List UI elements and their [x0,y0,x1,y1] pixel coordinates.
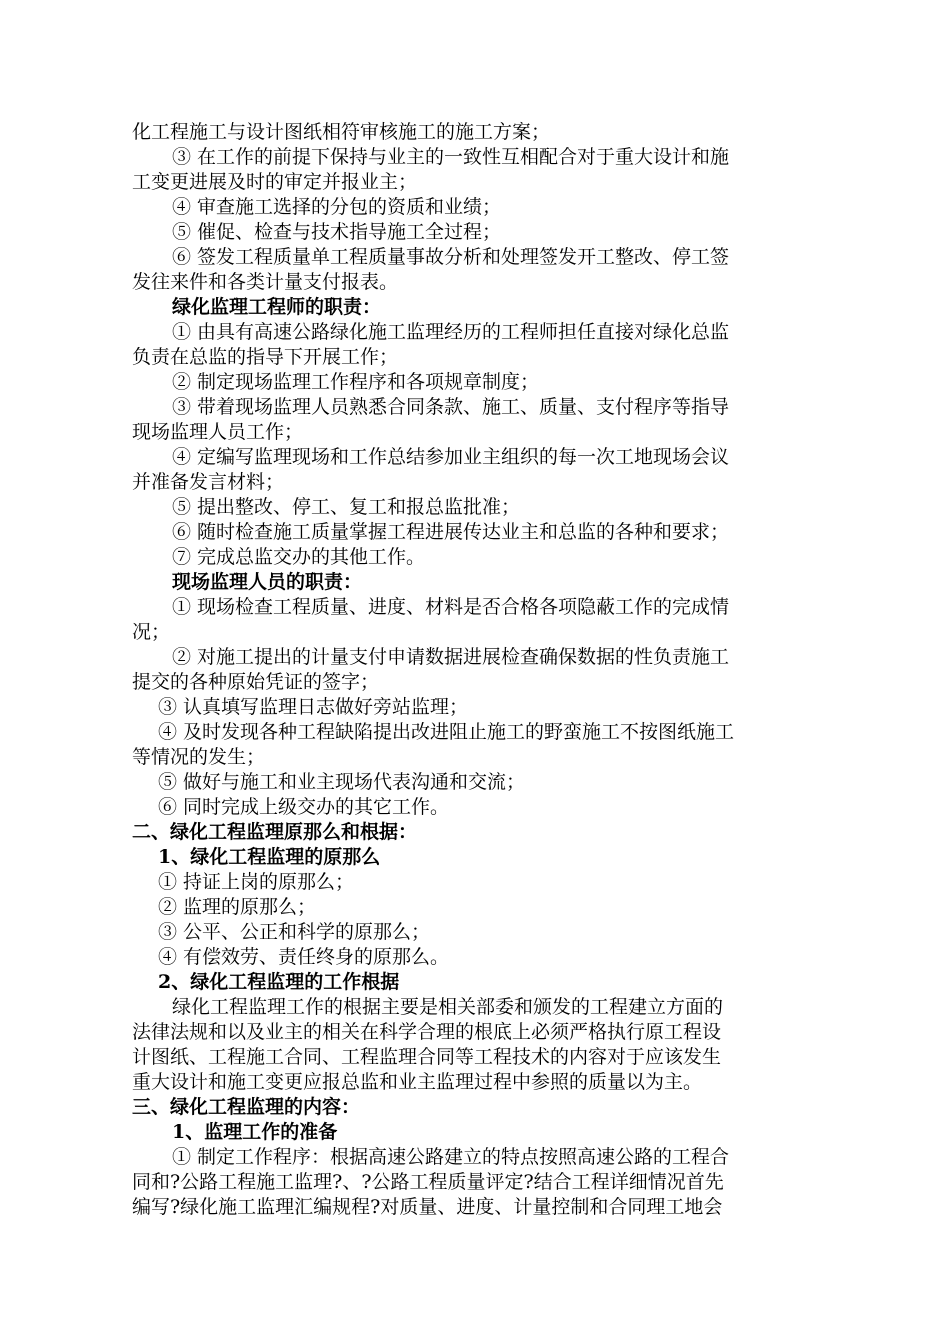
text-line: 负责在总监的指导下开展工作； [132,346,399,368]
text-line: ⑦ 完成总监交办的其他工作。 [172,546,426,568]
text-line: ④ 及时发现各种工程缺陷提出改进阻止施工的野蛮施工不按图纸施工 [158,721,735,743]
text-line: ② 对施工提出的计量支付申请数据进展检查确保数据的性负责施工 [172,646,730,668]
text-line: ① 制定工作程序：根据高速公路建立的特点按照高速公路的工程合 [172,1146,730,1168]
section-heading: 现场监理人员的职责： [172,571,363,593]
text-line: ⑥ 随时检查施工质量掌握工程进展传达业主和总监的各种和要求； [172,521,730,543]
section-heading: 三、绿化工程监理的内容： [132,1096,361,1118]
text-line: ② 制定现场监理工作程序和各项规章制度； [172,371,540,393]
text-line: 提交的各种原始凭证的签字； [132,671,380,693]
section-heading: 二、绿化工程监理原那么和根据： [132,821,418,843]
text-line: ④ 有偿效劳、责任终身的原那么。 [158,946,450,968]
text-line: ③ 认真填写监理日志做好旁站监理； [158,696,469,718]
text-line: ① 现场检查工程质量、进度、材料是否合格各项隐蔽工作的完成情 [172,596,730,618]
text-line: 重大设计和施工变更应报总监和业主监理过程中参照的质量以为主。 [132,1071,703,1093]
section-heading: 绿化监理工程师的职责： [172,296,382,318]
text-line: ③ 公平、公正和科学的原那么； [158,921,431,943]
text-line: 现场监理人员工作； [132,421,304,443]
text-line: 同和?公路工程施工监理?、?公路工程质量评定?结合工程详细情况首先 [132,1171,724,1193]
text-line: ⑤ 提出整改、停工、复工和报总监批准； [172,496,521,518]
document-page [132,120,832,1220]
text-line: 发往来件和各类计量支付报表。 [132,271,399,293]
text-line: 工变更进展及时的审定并报业主； [132,171,418,193]
text-line: ③ 在工作的前提下保持与业主的一致性互相配合对于重大设计和施 [172,146,730,168]
text-line: ⑤ 做好与施工和业主现场代表沟通和交流； [158,771,526,793]
text-line: 编写?绿化施工监理汇编规程?对质量、进度、计量控制和合同理工地会 [132,1196,723,1218]
text-line: 并准备发言材料； [132,471,285,493]
text-line: ③ 带着现场监理人员熟悉合同条款、施工、质量、支付程序等指导 [172,396,730,418]
text-line: ⑥ 签发工程质量单工程质量事故分析和处理签发开工整改、停工签 [172,246,730,268]
section-heading: 1、绿化工程监理的原那么 [158,846,381,868]
text-line: 计图纸、工程施工合同、工程监理合同等工程技术的内容对于应该发生 [132,1046,722,1068]
text-line: 况； [132,621,171,643]
text-line: 化工程施工与设计图纸相符审核施工的施工方案； [132,121,551,143]
text-line: 绿化工程监理工作的根据主要是相关部委和颁发的工程建立方面的 [172,996,724,1018]
text-line: ⑥ 同时完成上级交办的其它工作。 [158,796,450,818]
text-line: 法律法规和以及业主的相关在科学合理的根底上必须严格执行原工程设 [132,1021,722,1043]
text-line: ⑤ 催促、检查与技术指导施工全过程； [172,221,502,243]
text-line: ② 监理的原那么； [158,896,317,918]
section-heading: 2、绿化工程监理的工作根据 [158,971,400,993]
text-line: ④ 审查施工选择的分包的资质和业绩； [172,196,502,218]
text-line: ④ 定编写监理现场和工作总结参加业主组织的每一次工地现场会议 [172,446,730,468]
text-line: ① 由具有高速公路绿化施工监理经历的工程师担任直接对绿化总监 [172,321,730,343]
text-line: 等情况的发生； [132,746,266,768]
text-line: ① 持证上岗的原那么； [158,871,355,893]
section-heading: 1、监理工作的准备 [172,1121,338,1143]
